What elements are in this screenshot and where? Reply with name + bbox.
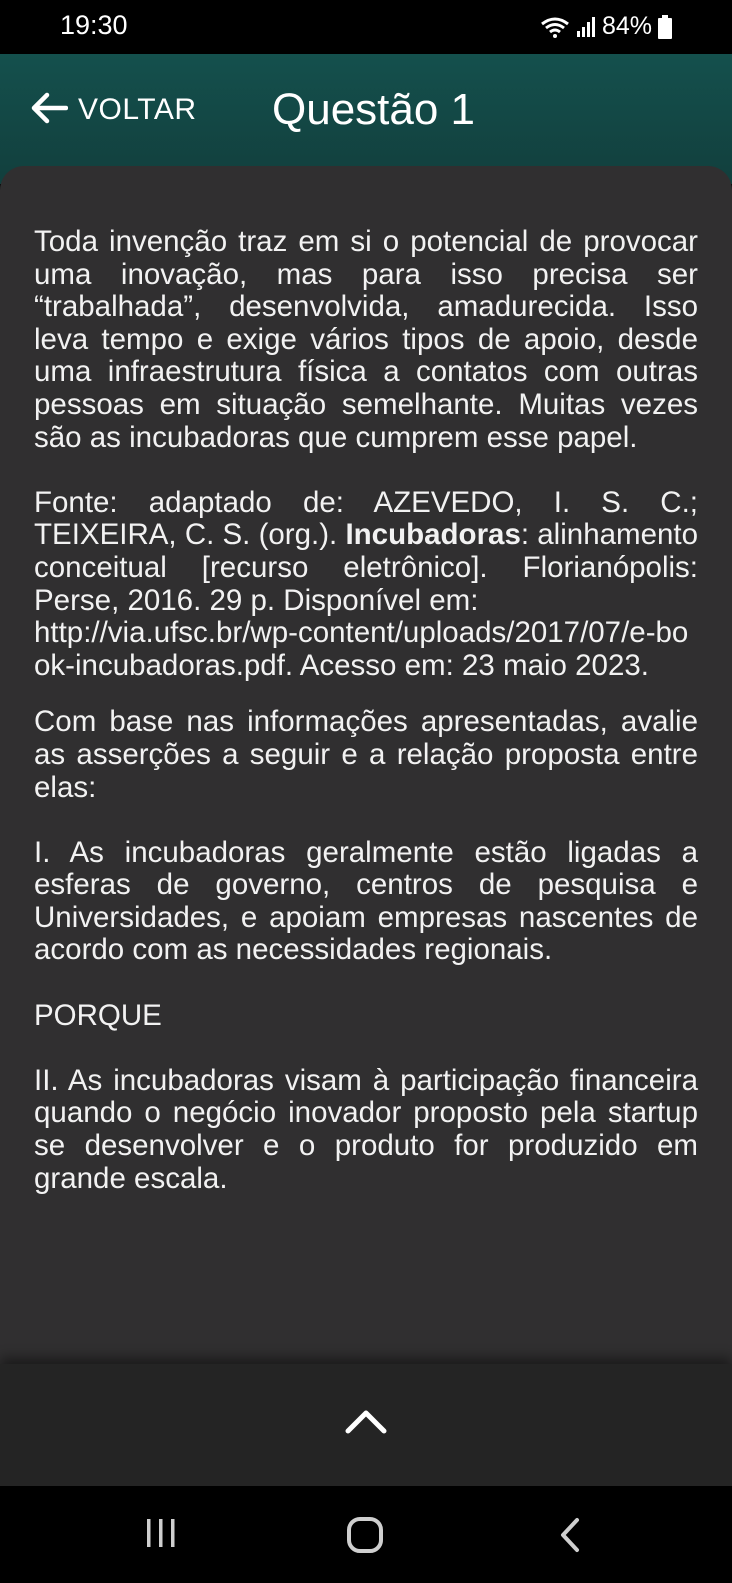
recent-apps-icon[interactable] xyxy=(144,1516,178,1555)
home-icon[interactable] xyxy=(346,1516,384,1559)
question-text xyxy=(34,226,698,1228)
source-access: Acesso em: 23 maio 2023. xyxy=(299,648,649,682)
status-time: 19:30 xyxy=(60,10,128,40)
assertion-2: II. As incubadoras visam à participação financeira quando o negócio inovador proposto pela startup se desenvolver e o produto for produzido em grande escala. xyxy=(34,1063,698,1195)
instruction-paragraph: Com base nas informações apresentadas, avalie as asserções a seguir e a relação proposta entre elas: xyxy=(34,705,698,804)
wifi-icon xyxy=(540,16,570,38)
arrow-left-icon xyxy=(30,92,68,129)
status-icons xyxy=(540,12,672,41)
bottom-bar xyxy=(0,1364,732,1486)
status-bar xyxy=(0,0,732,54)
source-citation xyxy=(34,487,698,683)
context-paragraph: Toda invenção traz em si o potencial de provocar uma inovação, mas para isso precisa ser “trabalhada”, desenvolvida, amadurecida. Isso leva tempo e exige vários tipos de apoio, desde uma infraestrutura física a contatos com outras pessoas em situação semelhante. Muitas vezes são as incubadoras que cumprem esse papel. xyxy=(34,225,698,454)
chevron-up-icon[interactable] xyxy=(344,1406,388,1436)
battery-icon xyxy=(658,15,672,39)
connector-text: PORQUE xyxy=(34,998,162,1032)
source-prefix: Fonte: adaptado de: AZEVEDO, I. S. C.; TEIXEIRA, C. S. (org.). xyxy=(34,485,698,552)
app-header xyxy=(0,54,732,184)
back-label: VOLTAR xyxy=(78,93,197,126)
signal-icon xyxy=(576,17,596,37)
source-suffix: : alinhamento conceitual [recurso eletrônico]. Florianópolis: Perse, 2016. 29 p. Disponível em: xyxy=(34,518,698,617)
back-icon[interactable] xyxy=(558,1516,582,1559)
source-bold-title: Incubadoras xyxy=(345,518,521,552)
assertion-1: I. As incubadoras geralmente estão ligadas a esferas de governo, centros de pesquisa e Universidades, e apoiam empresas nascentes de acordo com as necessidades regionais. xyxy=(34,835,698,967)
source-url[interactable]: http://via.ufsc.br/wp-content/uploads/2017/07/e-book-incubadoras.pdf. xyxy=(34,616,689,682)
system-nav-bar xyxy=(0,1486,732,1583)
question-card[interactable] xyxy=(0,166,732,1366)
page-title: Questão 1 xyxy=(272,85,476,134)
battery-text: 84% xyxy=(601,12,652,40)
back-button[interactable] xyxy=(30,84,197,136)
